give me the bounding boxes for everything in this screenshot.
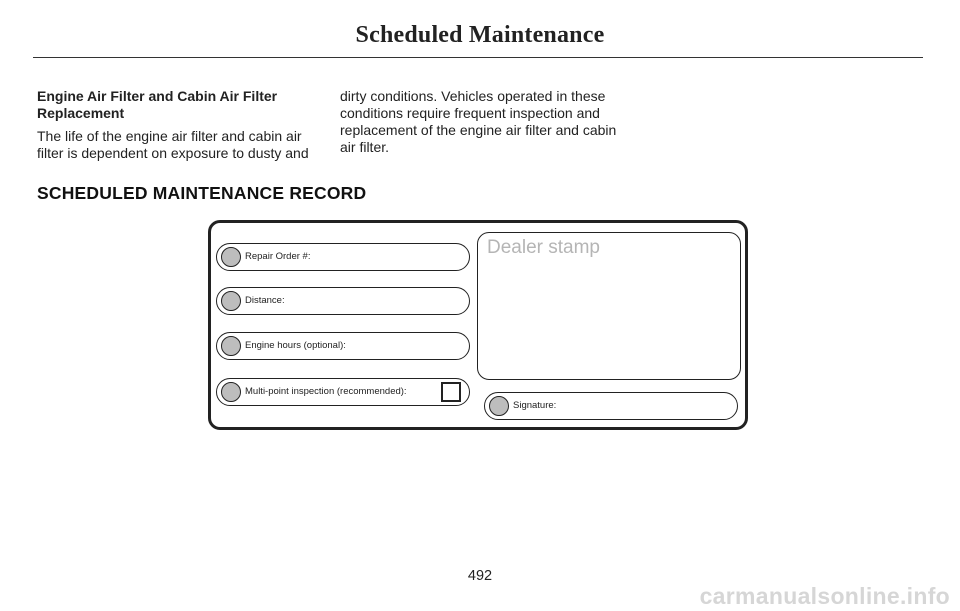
repair-order-label: Repair Order #: xyxy=(245,251,311,262)
circle-marker-icon xyxy=(221,382,241,402)
repair-order-field[interactable] xyxy=(216,243,470,271)
circle-marker-icon xyxy=(221,336,241,356)
engine-hours-label: Engine hours (optional): xyxy=(245,340,346,351)
page-number: 492 xyxy=(467,568,493,584)
paragraph-right-column: dirty conditions. Vehicles operated in these conditions require frequent inspection and replacement of the engine air filter and cabin air filter. xyxy=(340,88,617,155)
watermark: carmanualsonline.info xyxy=(699,583,950,609)
circle-marker-icon xyxy=(221,291,241,311)
distance-field[interactable] xyxy=(216,287,470,315)
signature-label: Signature: xyxy=(513,400,557,411)
multi-point-inspection-checkbox[interactable] xyxy=(441,382,461,402)
circle-marker-icon xyxy=(489,396,509,416)
engine-hours-field[interactable] xyxy=(216,332,470,360)
circle-marker-icon xyxy=(221,247,241,267)
section-heading: Engine Air Filter and Cabin Air Filter Replacement xyxy=(37,88,278,121)
multi-point-inspection-field[interactable] xyxy=(216,378,470,406)
maintenance-record-card xyxy=(208,220,748,430)
distance-label: Distance: xyxy=(245,295,285,306)
dealer-stamp-label: Dealer stamp xyxy=(487,237,600,258)
dealer-stamp-box xyxy=(477,232,741,380)
page-title: Scheduled Maintenance xyxy=(355,22,605,48)
multi-point-inspection-label: Multi-point inspection (recommended): xyxy=(245,386,407,397)
signature-field[interactable] xyxy=(484,392,738,420)
title-divider xyxy=(33,57,923,58)
paragraph-left-column: The life of the engine air filter and cabin air filter is dependent on exposure to dusty and xyxy=(37,128,309,161)
record-heading: SCHEDULED MAINTENANCE RECORD xyxy=(37,183,367,203)
